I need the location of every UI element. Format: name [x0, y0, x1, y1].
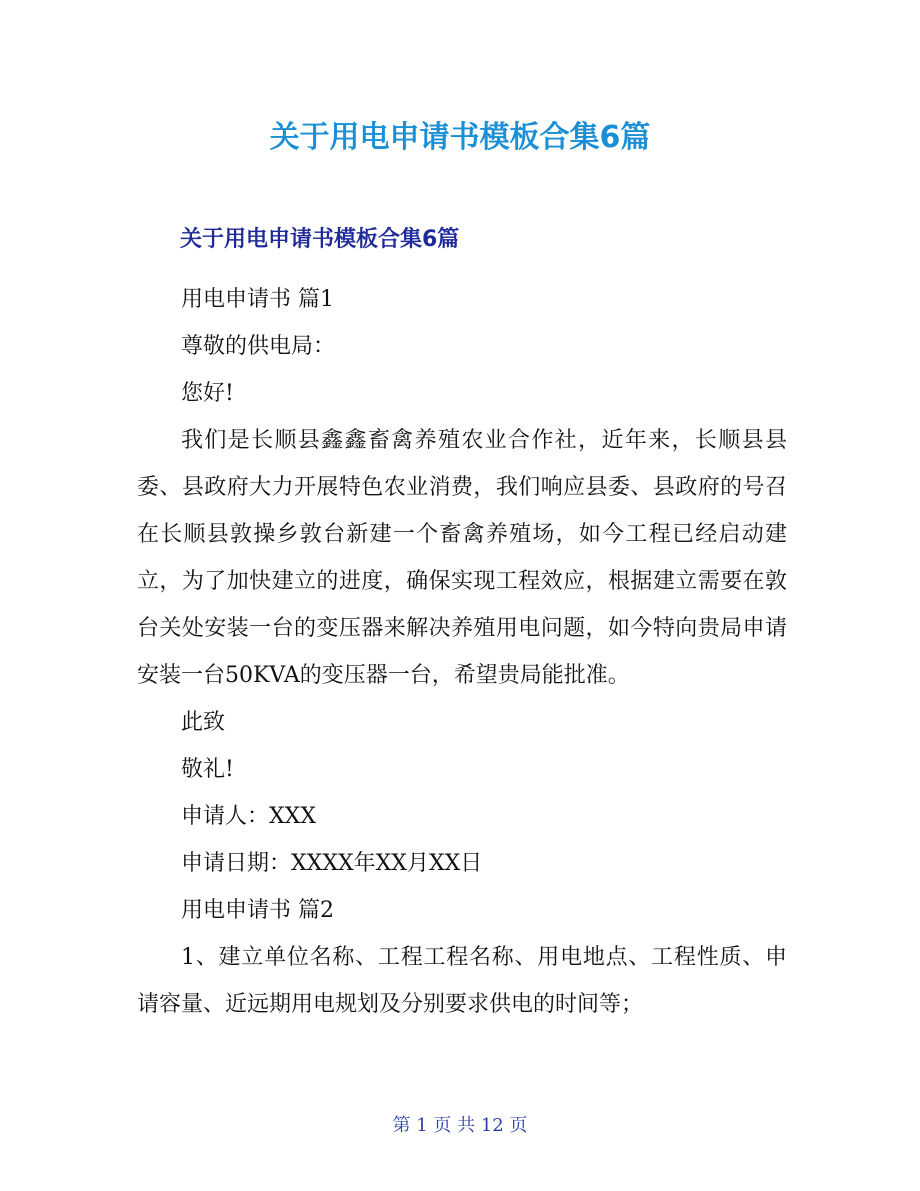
document-body	[137, 276, 787, 1028]
date-line: 申请日期：XXXX年XX月XX日	[181, 851, 483, 876]
applicant-line: 申请人：XXX	[181, 804, 316, 829]
greeting: 您好!	[181, 381, 234, 406]
section-heading-1: 用电申请书 篇1	[181, 287, 334, 312]
page-number: 第 1 页 共 12 页	[392, 1115, 528, 1136]
document-title: 关于用电申请书模板合集6篇	[269, 120, 651, 155]
closing-line: 此致	[181, 710, 226, 735]
salutation: 尊敬的供电局：	[181, 334, 336, 359]
document-subtitle: 关于用电申请书模板合集6篇	[180, 227, 460, 252]
body-paragraph: 我们是长顺县鑫鑫畜禽养殖农业合作社，近年来，长顺县县委、县政府大力开展特色农业消费，我们响应县委、县政府的号召在长顺县敦操乡敦台新建一个畜禽养殖场，如今工程已经启动建立，为了加快建立的进度，确保实现工程效应，根据建立需要在敦台关处安装一台的变压器来解决养殖用电问题，如今特向贵局申请安装一台50KVA的变压器一台，希望贵局能批准。	[137, 428, 787, 688]
list-item: 1、建立单位名称、工程工程名称、用电地点、工程性质、申请容量、近远期用电规划及分别要求供电的时间等；	[137, 945, 787, 1017]
closing-regards: 敬礼!	[181, 757, 234, 782]
section-heading-2: 用电申请书 篇2	[181, 898, 334, 923]
